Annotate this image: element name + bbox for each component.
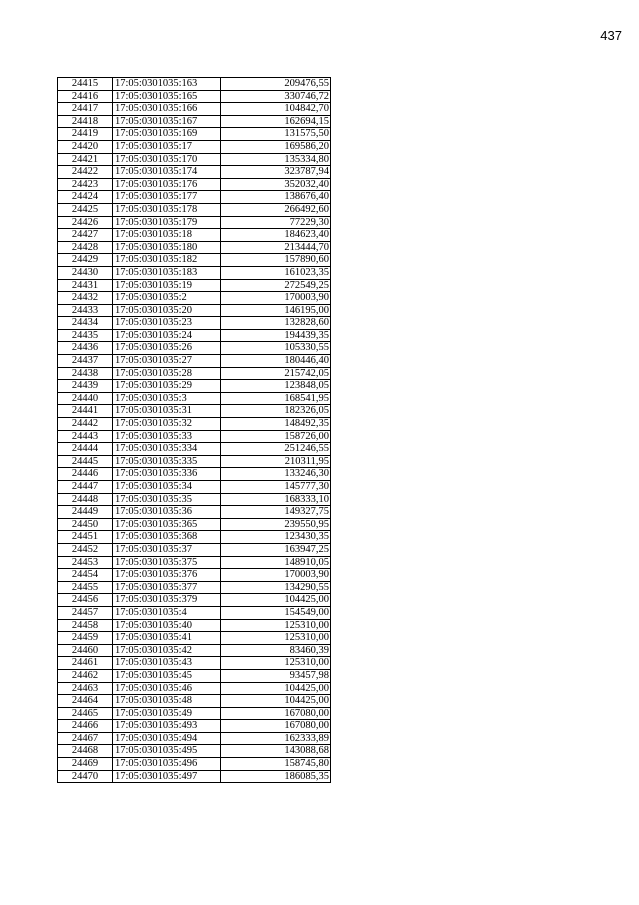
cadastral-number-cell: 17:05:0301035:24 xyxy=(113,329,221,342)
cadastral-number-cell: 17:05:0301035:163 xyxy=(113,78,221,91)
row-number-cell: 24469 xyxy=(58,758,113,771)
table-row xyxy=(58,153,331,166)
cadastral-number-cell: 17:05:0301035:497 xyxy=(113,770,221,783)
value-cell: 157890,60 xyxy=(221,254,331,267)
value-cell: 162333,89 xyxy=(221,732,331,745)
row-number-cell: 24445 xyxy=(58,455,113,468)
table-row xyxy=(58,720,331,733)
cadastral-number-cell: 17:05:0301035:2 xyxy=(113,292,221,305)
row-number-cell: 24438 xyxy=(58,367,113,380)
table-row xyxy=(58,644,331,657)
cadastral-number-cell: 17:05:0301035:41 xyxy=(113,632,221,645)
value-cell: 323787,94 xyxy=(221,166,331,179)
value-cell: 131575,50 xyxy=(221,128,331,141)
table-row xyxy=(58,279,331,292)
value-cell: 161023,35 xyxy=(221,266,331,279)
cadastral-number-cell: 17:05:0301035:3 xyxy=(113,392,221,405)
value-cell: 104842,70 xyxy=(221,103,331,116)
value-cell: 123848,05 xyxy=(221,380,331,393)
value-cell: 146195,00 xyxy=(221,304,331,317)
value-cell: 209476,55 xyxy=(221,78,331,91)
cadastral-number-cell: 17:05:0301035:368 xyxy=(113,531,221,544)
table-row xyxy=(58,216,331,229)
value-cell: 148910,05 xyxy=(221,556,331,569)
row-number-cell: 24417 xyxy=(58,103,113,116)
row-number-cell: 24448 xyxy=(58,493,113,506)
table-row xyxy=(58,90,331,103)
table-row xyxy=(58,342,331,355)
cadastral-number-cell: 17:05:0301035:46 xyxy=(113,682,221,695)
row-number-cell: 24453 xyxy=(58,556,113,569)
row-number-cell: 24450 xyxy=(58,518,113,531)
row-number-cell: 24435 xyxy=(58,329,113,342)
cadastral-number-cell: 17:05:0301035:178 xyxy=(113,203,221,216)
table-row xyxy=(58,594,331,607)
value-cell: 125310,00 xyxy=(221,632,331,645)
value-cell: 167080,00 xyxy=(221,707,331,720)
value-cell: 213444,70 xyxy=(221,241,331,254)
row-number-cell: 24447 xyxy=(58,481,113,494)
table-row xyxy=(58,355,331,368)
table-row xyxy=(58,745,331,758)
cadastral-number-cell: 17:05:0301035:170 xyxy=(113,153,221,166)
cadastral-number-cell: 17:05:0301035:37 xyxy=(113,543,221,556)
table-row xyxy=(58,229,331,242)
row-number-cell: 24467 xyxy=(58,732,113,745)
value-cell: 184623,40 xyxy=(221,229,331,242)
row-number-cell: 24460 xyxy=(58,644,113,657)
cadastral-number-cell: 17:05:0301035:336 xyxy=(113,468,221,481)
value-cell: 170003,90 xyxy=(221,292,331,305)
table-row xyxy=(58,191,331,204)
cadastral-number-cell: 17:05:0301035:174 xyxy=(113,166,221,179)
table-row xyxy=(58,455,331,468)
value-cell: 145777,30 xyxy=(221,481,331,494)
row-number-cell: 24462 xyxy=(58,669,113,682)
cadastral-number-cell: 17:05:0301035:176 xyxy=(113,178,221,191)
row-number-cell: 24422 xyxy=(58,166,113,179)
table-row xyxy=(58,78,331,91)
table-row xyxy=(58,543,331,556)
cadastral-number-cell: 17:05:0301035:29 xyxy=(113,380,221,393)
cadastral-number-cell: 17:05:0301035:40 xyxy=(113,619,221,632)
table-row xyxy=(58,581,331,594)
value-cell: 135334,80 xyxy=(221,153,331,166)
table-row xyxy=(58,178,331,191)
table-row xyxy=(58,770,331,783)
value-cell: 215742,05 xyxy=(221,367,331,380)
cadastral-number-cell: 17:05:0301035:48 xyxy=(113,695,221,708)
row-number-cell: 24451 xyxy=(58,531,113,544)
row-number-cell: 24437 xyxy=(58,355,113,368)
value-cell: 154549,00 xyxy=(221,606,331,619)
cadastral-number-cell: 17:05:0301035:45 xyxy=(113,669,221,682)
table-row xyxy=(58,254,331,267)
row-number-cell: 24420 xyxy=(58,140,113,153)
table-row xyxy=(58,443,331,456)
cadastral-number-cell: 17:05:0301035:180 xyxy=(113,241,221,254)
cadastral-number-cell: 17:05:0301035:494 xyxy=(113,732,221,745)
cadastral-number-cell: 17:05:0301035:375 xyxy=(113,556,221,569)
cadastral-number-cell: 17:05:0301035:179 xyxy=(113,216,221,229)
cadastral-number-cell: 17:05:0301035:334 xyxy=(113,443,221,456)
cadastral-number-cell: 17:05:0301035:20 xyxy=(113,304,221,317)
row-number-cell: 24446 xyxy=(58,468,113,481)
cadastral-number-cell: 17:05:0301035:376 xyxy=(113,569,221,582)
table-row xyxy=(58,166,331,179)
value-cell: 125310,00 xyxy=(221,619,331,632)
cadastral-number-cell: 17:05:0301035:26 xyxy=(113,342,221,355)
value-cell: 186085,35 xyxy=(221,770,331,783)
table-row xyxy=(58,506,331,519)
row-number-cell: 24432 xyxy=(58,292,113,305)
row-number-cell: 24463 xyxy=(58,682,113,695)
table-row xyxy=(58,329,331,342)
cadastral-number-cell: 17:05:0301035:166 xyxy=(113,103,221,116)
cadastral-number-cell: 17:05:0301035:177 xyxy=(113,191,221,204)
value-cell: 138676,40 xyxy=(221,191,331,204)
table-row xyxy=(58,241,331,254)
row-number-cell: 24418 xyxy=(58,115,113,128)
row-number-cell: 24431 xyxy=(58,279,113,292)
value-cell: 104425,00 xyxy=(221,682,331,695)
table-row xyxy=(58,266,331,279)
cadastral-number-cell: 17:05:0301035:365 xyxy=(113,518,221,531)
cadastral-number-cell: 17:05:0301035:36 xyxy=(113,506,221,519)
value-cell: 123430,35 xyxy=(221,531,331,544)
row-number-cell: 24440 xyxy=(58,392,113,405)
cadastral-number-cell: 17:05:0301035:377 xyxy=(113,581,221,594)
row-number-cell: 24430 xyxy=(58,266,113,279)
value-cell: 134290,55 xyxy=(221,581,331,594)
row-number-cell: 24461 xyxy=(58,657,113,670)
table-row xyxy=(58,732,331,745)
value-cell: 149327,75 xyxy=(221,506,331,519)
value-cell: 158726,00 xyxy=(221,430,331,443)
value-cell: 104425,00 xyxy=(221,594,331,607)
cadastral-number-cell: 17:05:0301035:493 xyxy=(113,720,221,733)
value-cell: 158745,80 xyxy=(221,758,331,771)
value-cell: 105330,55 xyxy=(221,342,331,355)
value-cell: 167080,00 xyxy=(221,720,331,733)
table-row xyxy=(58,367,331,380)
value-cell: 162694,15 xyxy=(221,115,331,128)
table-row xyxy=(58,518,331,531)
row-number-cell: 24464 xyxy=(58,695,113,708)
row-number-cell: 24424 xyxy=(58,191,113,204)
row-number-cell: 24449 xyxy=(58,506,113,519)
table-row xyxy=(58,707,331,720)
cadastral-number-cell: 17:05:0301035:33 xyxy=(113,430,221,443)
cadastral-number-cell: 17:05:0301035:4 xyxy=(113,606,221,619)
table-row xyxy=(58,468,331,481)
row-number-cell: 24434 xyxy=(58,317,113,330)
value-cell: 352032,40 xyxy=(221,178,331,191)
value-cell: 163947,25 xyxy=(221,543,331,556)
value-cell: 194439,35 xyxy=(221,329,331,342)
table-row xyxy=(58,128,331,141)
table-row xyxy=(58,669,331,682)
table-row xyxy=(58,556,331,569)
value-cell: 93457,98 xyxy=(221,669,331,682)
table-row xyxy=(58,405,331,418)
row-number-cell: 24459 xyxy=(58,632,113,645)
value-cell: 272549,25 xyxy=(221,279,331,292)
table-row xyxy=(58,619,331,632)
row-number-cell: 24425 xyxy=(58,203,113,216)
value-cell: 239550,95 xyxy=(221,518,331,531)
row-number-cell: 24428 xyxy=(58,241,113,254)
table-row xyxy=(58,115,331,128)
row-number-cell: 24423 xyxy=(58,178,113,191)
row-number-cell: 24427 xyxy=(58,229,113,242)
row-number-cell: 24436 xyxy=(58,342,113,355)
value-cell: 180446,40 xyxy=(221,355,331,368)
cadastral-number-cell: 17:05:0301035:183 xyxy=(113,266,221,279)
table-row xyxy=(58,103,331,116)
table-row xyxy=(58,493,331,506)
row-number-cell: 24416 xyxy=(58,90,113,103)
value-cell: 132828,60 xyxy=(221,317,331,330)
table-row xyxy=(58,380,331,393)
value-cell: 125310,00 xyxy=(221,657,331,670)
row-number-cell: 24457 xyxy=(58,606,113,619)
table-body xyxy=(58,78,331,783)
value-cell: 210311,95 xyxy=(221,455,331,468)
value-cell: 77229,30 xyxy=(221,216,331,229)
row-number-cell: 24452 xyxy=(58,543,113,556)
row-number-cell: 24421 xyxy=(58,153,113,166)
cadastral-number-cell: 17:05:0301035:17 xyxy=(113,140,221,153)
cadastral-number-cell: 17:05:0301035:19 xyxy=(113,279,221,292)
table-row xyxy=(58,140,331,153)
value-cell: 104425,00 xyxy=(221,695,331,708)
cadastral-number-cell: 17:05:0301035:182 xyxy=(113,254,221,267)
cadastral-number-cell: 17:05:0301035:165 xyxy=(113,90,221,103)
table-row xyxy=(58,632,331,645)
value-cell: 168333,10 xyxy=(221,493,331,506)
cadastral-number-cell: 17:05:0301035:379 xyxy=(113,594,221,607)
cadastral-number-cell: 17:05:0301035:169 xyxy=(113,128,221,141)
row-number-cell: 24419 xyxy=(58,128,113,141)
table-row xyxy=(58,392,331,405)
cadastral-number-cell: 17:05:0301035:31 xyxy=(113,405,221,418)
cadastral-value-table xyxy=(57,77,331,783)
cadastral-number-cell: 17:05:0301035:495 xyxy=(113,745,221,758)
table-row xyxy=(58,304,331,317)
row-number-cell: 24455 xyxy=(58,581,113,594)
row-number-cell: 24443 xyxy=(58,430,113,443)
value-cell: 83460,39 xyxy=(221,644,331,657)
table-row xyxy=(58,203,331,216)
row-number-cell: 24454 xyxy=(58,569,113,582)
value-cell: 251246,55 xyxy=(221,443,331,456)
row-number-cell: 24470 xyxy=(58,770,113,783)
table-row xyxy=(58,569,331,582)
table-row xyxy=(58,317,331,330)
row-number-cell: 24444 xyxy=(58,443,113,456)
cadastral-number-cell: 17:05:0301035:167 xyxy=(113,115,221,128)
table-row xyxy=(58,695,331,708)
cadastral-number-cell: 17:05:0301035:335 xyxy=(113,455,221,468)
row-number-cell: 24439 xyxy=(58,380,113,393)
row-number-cell: 24441 xyxy=(58,405,113,418)
value-cell: 148492,35 xyxy=(221,418,331,431)
row-number-cell: 24465 xyxy=(58,707,113,720)
table-row xyxy=(58,531,331,544)
cadastral-number-cell: 17:05:0301035:42 xyxy=(113,644,221,657)
table-row xyxy=(58,682,331,695)
page-number: 437 xyxy=(600,28,622,43)
cadastral-number-cell: 17:05:0301035:18 xyxy=(113,229,221,242)
cadastral-number-cell: 17:05:0301035:27 xyxy=(113,355,221,368)
value-cell: 143088,68 xyxy=(221,745,331,758)
cadastral-number-cell: 17:05:0301035:28 xyxy=(113,367,221,380)
table-row xyxy=(58,606,331,619)
cadastral-number-cell: 17:05:0301035:35 xyxy=(113,493,221,506)
row-number-cell: 24429 xyxy=(58,254,113,267)
row-number-cell: 24466 xyxy=(58,720,113,733)
cadastral-number-cell: 17:05:0301035:43 xyxy=(113,657,221,670)
cadastral-number-cell: 17:05:0301035:49 xyxy=(113,707,221,720)
value-cell: 170003,90 xyxy=(221,569,331,582)
row-number-cell: 24426 xyxy=(58,216,113,229)
row-number-cell: 24458 xyxy=(58,619,113,632)
row-number-cell: 24468 xyxy=(58,745,113,758)
row-number-cell: 24433 xyxy=(58,304,113,317)
row-number-cell: 24415 xyxy=(58,78,113,91)
row-number-cell: 24456 xyxy=(58,594,113,607)
table-row xyxy=(58,292,331,305)
cadastral-number-cell: 17:05:0301035:496 xyxy=(113,758,221,771)
value-cell: 169586,20 xyxy=(221,140,331,153)
cadastral-number-cell: 17:05:0301035:23 xyxy=(113,317,221,330)
cadastral-number-cell: 17:05:0301035:34 xyxy=(113,481,221,494)
value-cell: 330746,72 xyxy=(221,90,331,103)
table-row xyxy=(58,430,331,443)
value-cell: 182326,05 xyxy=(221,405,331,418)
cadastral-number-cell: 17:05:0301035:32 xyxy=(113,418,221,431)
value-cell: 133246,30 xyxy=(221,468,331,481)
table-row xyxy=(58,481,331,494)
row-number-cell: 24442 xyxy=(58,418,113,431)
table-row xyxy=(58,758,331,771)
table-row xyxy=(58,657,331,670)
value-cell: 168541,95 xyxy=(221,392,331,405)
table-row xyxy=(58,418,331,431)
value-cell: 266492,60 xyxy=(221,203,331,216)
